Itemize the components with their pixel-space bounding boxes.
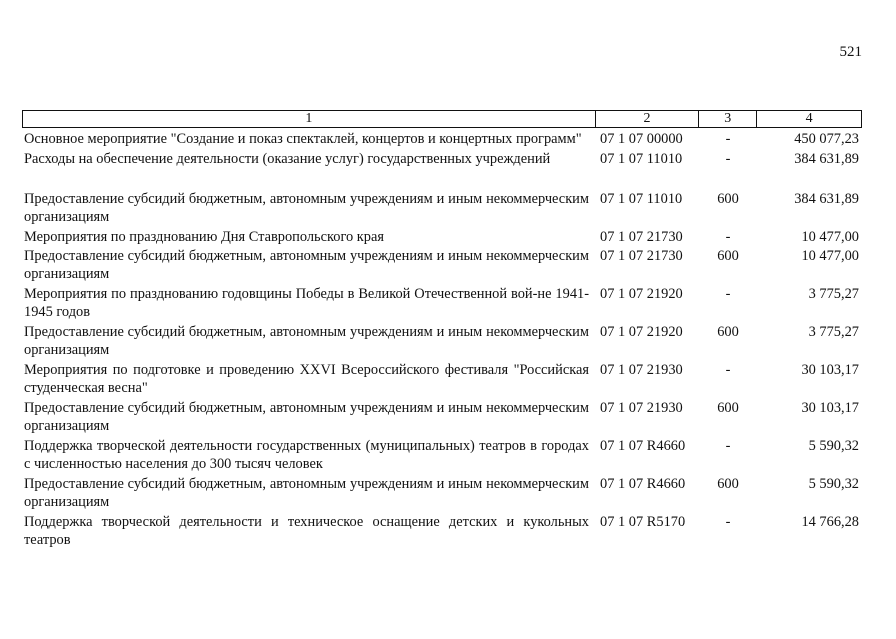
row-kind: 600 (717, 248, 739, 264)
table-row (22, 247, 862, 283)
row-code: 07 1 07 R4660 (600, 476, 686, 492)
table-row (22, 150, 862, 188)
row-name: Предоставление субсидий бюджетным, автономным учреждениям и иным некоммерческим организациям (24, 476, 589, 510)
row-code: 07 1 07 R5170 (600, 514, 686, 530)
header-col-4: 4 (756, 111, 861, 127)
row-code: 07 1 07 21730 (600, 248, 683, 264)
row-kind: 600 (717, 400, 739, 416)
row-sum: 5 590,32 (808, 438, 859, 454)
row-name: Мероприятия по празднованию Дня Ставропольского края (24, 229, 384, 245)
row-sum: 384 631,89 (794, 191, 859, 207)
row-name: Предоставление субсидий бюджетным, автономным учреждениям и иным некоммерческим организациям (24, 248, 589, 282)
row-sum: 14 766,28 (801, 514, 859, 530)
row-kind: 600 (717, 476, 739, 492)
row-name: Поддержка творческой деятельности государственных (муниципальных) театров в городах с численностью населения до 300 тысяч человек (24, 438, 589, 472)
header-col-3: 3 (698, 111, 756, 127)
row-name: Основное мероприятие "Создание и показ спектаклей, концертов и концертных программ" (24, 131, 582, 147)
table-row (22, 399, 862, 435)
row-sum: 10 477,00 (801, 248, 859, 264)
row-sum: 450 077,23 (794, 131, 859, 147)
row-code: 07 1 07 21920 (600, 286, 683, 302)
row-name: Предоставление субсидий бюджетным, автономным учреждениям и иным некоммерческим организациям (24, 191, 589, 225)
row-code: 07 1 07 11010 (600, 191, 683, 207)
row-kind: - (725, 438, 731, 454)
row-name: Поддержка творческой деятельности и техническое оснащение детских и кукольных театров (24, 514, 589, 548)
row-kind: - (725, 131, 731, 147)
table-row (22, 513, 862, 549)
row-kind: 600 (717, 324, 739, 340)
page-number: 521 (839, 44, 862, 60)
row-name: Предоставление субсидий бюджетным, автономным учреждениям и иным некоммерческим организациям (24, 400, 589, 434)
table-row (22, 285, 862, 321)
table-row (22, 190, 862, 226)
row-code: 07 1 07 11010 (600, 151, 683, 167)
row-code: 07 1 07 21930 (600, 362, 683, 378)
header-col-2: 2 (595, 111, 699, 127)
row-sum: 3 775,27 (808, 286, 859, 302)
header-col-1: 1 (305, 111, 313, 126)
table-row (22, 228, 862, 246)
row-kind: - (725, 229, 731, 245)
budget-table (22, 110, 862, 549)
row-name: Предоставление субсидий бюджетным, автономным учреждениям и иным некоммерческим организациям (24, 324, 589, 358)
row-name: Расходы на обеспечение деятельности (оказание услуг) государственных учреждений (24, 151, 551, 167)
row-name: Мероприятия по празднованию годовщины Победы в Великой Отечественной вой-не 1941-1945 годов (24, 286, 589, 320)
row-sum: 30 103,17 (801, 400, 859, 416)
row-name: Мероприятия по подготовке и проведению XXVI Всероссийского фестиваля "Российская студенческая весна" (24, 362, 589, 396)
row-code: 07 1 07 21730 (600, 229, 683, 245)
row-sum: 384 631,89 (794, 151, 859, 167)
row-code: 07 1 07 21920 (600, 324, 683, 340)
table-row (22, 130, 862, 148)
row-sum: 3 775,27 (808, 324, 859, 340)
table-row (22, 475, 862, 511)
row-kind: 600 (717, 191, 739, 207)
table-row (22, 361, 862, 397)
row-sum: 10 477,00 (801, 229, 859, 245)
row-sum: 30 103,17 (801, 362, 859, 378)
row-kind: - (725, 514, 731, 530)
table-row (22, 437, 862, 473)
table-header (22, 110, 862, 128)
row-code: 07 1 07 R4660 (600, 438, 686, 454)
row-kind: - (725, 286, 731, 302)
row-kind: - (725, 151, 731, 167)
row-kind: - (725, 362, 731, 378)
row-code: 07 1 07 00000 (600, 131, 683, 147)
row-code: 07 1 07 21930 (600, 400, 683, 416)
row-sum: 5 590,32 (808, 476, 859, 492)
table-row (22, 323, 862, 359)
